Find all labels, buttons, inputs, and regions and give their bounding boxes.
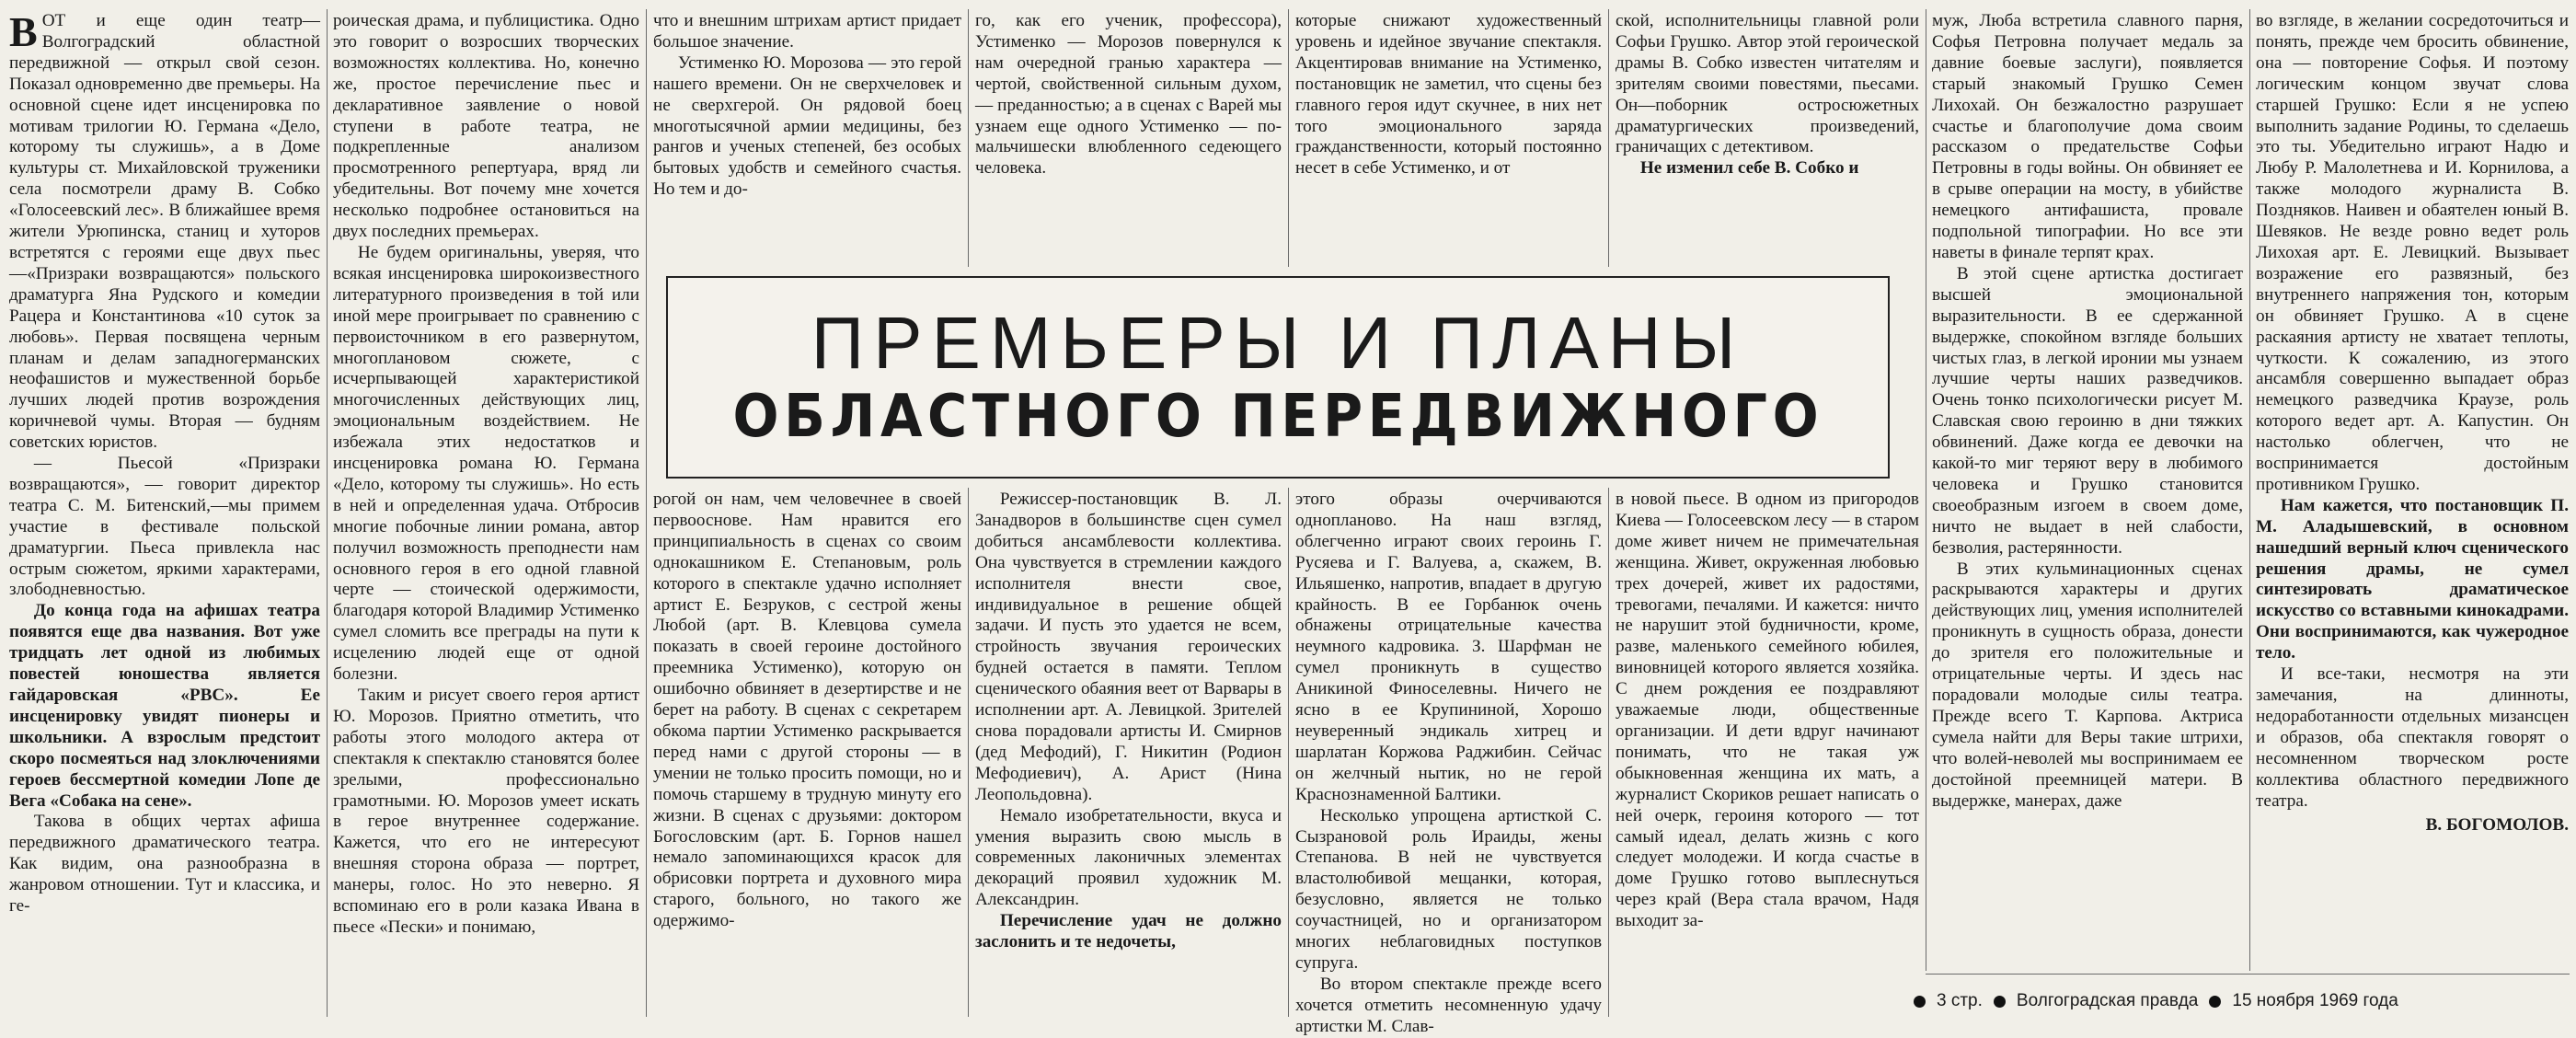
column-rule (1608, 9, 1609, 267)
headline-line-1: ПРЕМЬЕРЫ И ПЛАНЫ (811, 302, 1745, 384)
article-paragraph: В этих кульминационных сценах раскрываются характеры и других действующих лиц, умения исполнителей проникнуть в сущность образа, донести до зрителя его положительные и отрицательные черты. И здесь нас порадовали молодые силы театра. Прежде всего Т. Карпова. Актриса сумела найти для Веры такие штрихи, что волей-неволей мы воспринимаем ее достойной преемницей матери. В выдержке, манерах, даже (1932, 559, 2243, 811)
article-column-6 (1616, 490, 1919, 1019)
drop-cap: В (9, 8, 38, 55)
article-paragraph: Нам кажется, что постановщик П. М. Аладышевский, в основном нашедший верный ключ сценического решения драмы, не сумел синтезировать драматическое искусство со вставными кинокадрами. Они воспринимаются, как чужеродное тело. (2256, 495, 2569, 663)
page-footer (1914, 983, 2569, 1020)
newspaper-name: Волгоградская правда (2016, 991, 2199, 1010)
article-paragraph: которые снижают художественный уровень и идейное звучание спектакля. Акцентировав внимание на Устименко, постановщик не заметил, что сцены без главного героя идут скучнее, в них нет того эмоционального заряда гражданственности, который постоянно несет в себе Устименко, и от (1295, 11, 1602, 179)
column-rule (1608, 488, 1609, 1017)
article-paragraph: что и внешним штрихам артист придает большое значение. (653, 11, 961, 52)
article-paragraph: Не изменил себе В. Собко и (1639, 158, 1859, 179)
article-column-4-top (975, 11, 1282, 264)
author-signature: В. БОГОМОЛОВ. (2425, 815, 2569, 836)
article-paragraph: во взгляде, в желании сосредоточиться и понять, прежде чем бросить обвинение, она — повторение Софья. И поэтому логическим концом звучат слова старшей Грушко: Если я не успею выполнить задание Родины, то сделаешь это ты. Убедительно играют Надю и Любу Р. Малолетнева и И. Корнилова, а также молодого журналиста В. Поздняков. Наивен и обаятелен юный В. Шевяков. Не везде ровно ведет роль Лихохая арт. Е. Левицкий. Вызывает возражение его развязный, без внутреннего напряжения тон, которым он обвиняет Грушко. А в сцене раскаяния артисту не хватает теплоты, чуткости. К сожалению, из этого ансамбля совершенно выпадает образ немецкого разведчика Краузе, роль которого ведет арт. А. Капустин. Он настолько облегчен, что не воспринимается достойным противником Грушко. (2256, 11, 2569, 494)
column-rule (2249, 9, 2250, 971)
article-column-5 (1295, 490, 1602, 1036)
article-paragraph: Перечисление удач не должно заслонить и те недочеты, (975, 911, 1282, 952)
column-rule (968, 488, 969, 1017)
article-paragraph: В этой сцене артистка достигает высшей эмоциональной выразительности. В ее сдержанной выдержке, спокойном взгляде больших чистых глаз, в легкой иронии мы узнаем лучшие черты наших разведчиков. Очень тонко психологически рисует М. Славская свою героиню в дни тяжких обвинений. Даже когда ее девочки на какой-то миг теряют веру в любимого человека и Грушко становится своеобразным изгоем в своем доме, ничто не выдает в ней слабости, безволия, растерянности. (1932, 263, 2243, 558)
page-number: 3 стр. (1937, 991, 1983, 1010)
article-paragraph: До конца года на афишах театра появятся еще два названия. Вот уже тридцать лет одной из любимых повестей юношества является гайдаровская «РВС». Ее инсценировку увидят пионеры и школьники. А взрослым предстоит скоро посмеяться над злоключениями героев бессмертной комедии Лопе де Вега «Собака на сене». (9, 601, 320, 811)
bullet-icon (2209, 996, 2221, 1008)
article-paragraph: Немало изобретательности, вкуса и умения выразить свою мысль в современных лаконичных элементах декораций проявил художник М. Александрин. (975, 805, 1282, 910)
article-paragraph: ВОТ и еще один театр— Волгоградский областной передвижной — открыл свой сезон. Показал одновременно две премьеры. На основной сцене идет инсценировка по мотивам трилогии Ю. Германа «Дело, которому ты служишь», а в Доме культуры ст. Михайловской труженики села посмотрели драму В. Собко «Голосеевский лес». В ближайшее время жители Урюпинска, станиц и хуторов встретятся с героями еще двух пьес —«Призраки возвращаются» польского драматурга Яна Рудского и комедии Рацера и Константинова «10 суток за любовь». Первая посвящена черным планам и делам западногерманских неофашистов и мужественной борьбе лучших людей против возрождения коричневой чумы. Вторая — будням советских юристов. (9, 8, 320, 453)
article-paragraph: Таким и рисует своего героя артист Ю. Морозов. Приятно отметить, что работы этого молодого актера от спектакля к спектаклю становятся более зрелыми, профессионально грамотными. Ю. Морозов умеет искать в герое внутреннее содержание. Кажется, что его не интересуют внешняя сторона образа — портрет, манеры, голос. Но это неверно. Я вспоминаю его в роли казака Ивана в пьесе «Пески» и понимаю, (333, 686, 639, 937)
bullet-icon (1994, 996, 2006, 1008)
article-paragraph: этого образы очерчиваются одноплановo. На наш взгляд, облегченно играют своих героинь Г. Русяева и Г. Валуева, а, скажем, В. Ильяшенко, напротив, впадает в другую крайность. В ее Горбанюк очень обнажены отрицательные качества неумного кадровика. З. Шарфман не сумел проникнуть в существо Аникиной Финоселевны. Ничего не ясно в ее Крупининой, Хорошо неуверенный эндикаль хитрец и шарлатан Коржова Раджибин. Сейчас он желчный нытик, но не герой Краснознаменной Балтики. (1295, 490, 1602, 804)
footer-rule (1926, 974, 2570, 975)
article-paragraph: ской, исполнительницы главной роли Софьи Грушко. Автор этой героической драмы В. Собко известен читателям и зрителям своими повестями, пьесами. Он—поборник остросюжетных драматургических произведений, граничащих с детективом. (1616, 11, 1919, 157)
article-paragraph: Несколько упрощена артисткой С. Сызрановой роль Ираиды, жены Степанова. В ней не чувствуется властолюбивой мещанки, которая, безусловно, является не только соучастницей, но и организатором многих неблаговидных поступков супруга. (1295, 805, 1602, 973)
column-rule (1288, 9, 1289, 267)
article-paragraph: в новой пьесе. В одном из пригородов Киева — Голосеевском лесу — в старом доме живет ничем не примечательная женщина. Живет, окруженная любовью трех дочерей, живет их радостями, тревогами, печалями. И кажется: ничто не нарушит этой будничности, кроме, разве, маленького семейного юбилея, виновницей которого является хозяйка. С днем рождения ее поздравляют уважаемые люди, общественные организации. И дети вдруг начинают понимать, что не такая уж обыкновенная женщина их мать, а журналист Скориков решает написать о ней очерк, героиня которого — тот самый идеал, делать жизнь с кого следует молодежи. И когда счастье в доме Грушко готово выплеснуться через край (Вера стала врачом, Надя выходит за- (1616, 490, 1919, 931)
column-rule (1288, 488, 1289, 1017)
column-rule (968, 9, 969, 267)
article-paragraph: роическая драма, и публицистика. Одно это говорит о возросших творческих возможностях коллектива. Но, конечно же, простое перечисление пьес и декларативное заявление о новой ступени в работе театра, не подкрепленные анализом просмотренного репертуара, вряд ли убедительны. Вот почему мне хочется несколько подробнее остановиться на двух последних премьерах. (333, 11, 639, 242)
article-paragraph: Такова в общих чертах афиша передвижного драматического театра. Как видим, она разнообразна в жанровом отношении. Тут и классика, и ге- (9, 812, 320, 917)
article-column-5-top (1295, 11, 1602, 264)
article-column-2 (333, 11, 639, 1019)
headline-box (666, 276, 1890, 479)
article-column-8 (2256, 11, 2569, 968)
article-paragraph: Режиссер-постановщик В. Л. Занадворов в большинстве сцен сумел добиться ансамблевости коллектива. Она чувствуется в стремлении каждого исполнителя внести свое, индивидуальное в решение общей задачи. И пусть это удается не всем, стройность звучания героических будней остается в памяти. Теплом сценического обаяния веет от Варвары в исполнении арт. А. Левицкой. Зрителей снова порадовали артисты И. Смирнов (дед Мефодий), Г. Никитин (Родион Мефодиевич), А. Арист (Нина Леопольдовна). (975, 490, 1282, 804)
article-paragraph: Не будем оригинальны, уверяя, что всякая инсценировка широкоизвестного литературного произведения в той или иной мере проигрывает по сравнению с первоисточником в его развернутом, многоплановом сюжете, с исчерпывающей характеристикой многочисленных действующих лиц, эмоциональным воздействием. Не избежала этих недостатков и инсценировка романа Ю. Германа «Дело, которому ты служишь». Но есть в ней и определенная удача. Отбросив многие побочные линии романа, автор получил возможность преподнести нам основного героя в его одной главной черте — стоической одержимости, благодаря которой Владимир Устименко сумел сломить все преграды на пути к исцелению людей еще от одной болезни. (333, 242, 639, 685)
article-paragraph: рогой он нам, чем человечнее в своей первооснове. Нам нравится его принципиальность в сценах со своим однокашником Е. Степановым, роль которого в спектакле удачно исполняет артист Е. Безруков, с сестрой жены Любой (арт. В. Клевцова сумела показать в своей героине достойного преемника Устименко), которую он ошибочно обвиняет в дезертирстве и не берет на работу. В сценах с секретарем обкома партии Устименко раскрывается перед нами с другой стороны — в умении не только просить помощи, но и помочь старшему в трудную минуту его жизни. В сценах с друзьями: доктором Богословским (арт. Б. Горнов нашел немало запоминающихся красок для обрисовки портрета и духовного мира старого, больного, но такого же одержимо- (653, 490, 961, 931)
article-paragraph: го, как его ученик, профессора), Устименко — Морозов повернулся к нам очередной гранью характера — чертой, свойственной сильным духом, — преданностью; а в сценах с Варей мы узнаем еще одного Устименко — по-мальчишески влюбленного седеющего человека. (975, 11, 1282, 179)
column-rule (327, 9, 328, 1017)
issue-date: 15 ноября 1969 года (2232, 991, 2398, 1010)
article-column-4 (975, 490, 1282, 1019)
headline-line-2: ОБЛАСТНОГО ПЕРЕДВИЖНОГО (732, 383, 1823, 451)
article-column-7 (1932, 11, 2243, 968)
article-column-3-top (653, 11, 961, 264)
article-column-6-top (1616, 11, 1919, 264)
article-paragraph: Во втором спектакле прежде всего хочется отметить несомненную удачу артистки М. Слав- (1295, 974, 1602, 1036)
article-column-3 (653, 490, 961, 1019)
bullet-icon (1914, 996, 1926, 1008)
article-paragraph: Устименко Ю. Морозова — это герой нашего времени. Он не сверхчеловек и не сверхгерой. Он рядовой боец многотысячной армии медицины, без рангов и ученых степеней, без особых бытовых удобств и семейного счастья. Но тем и до- (653, 52, 961, 200)
column-rule (646, 9, 647, 1017)
article-column-1 (9, 8, 320, 1019)
article-paragraph: — Пьесой «Призраки возвращаются», — говорит директор театра С. М. Битенский,—мы примем участие в фестивале польской драматургии. Пьеса привлекла нас острым сюжетом, яркими характерами, злободневностью. (9, 454, 320, 600)
article-paragraph: муж, Люба встретила славного парня, Софья Петровна получает медаль за давние боевые заслуги), появляется старый знакомый Грушко Семен Лихохай. Он безжалостно разрушает счастье и благополучие дома своим рассказом о предательстве Софьи Петровны в годы войны. Он обвиняет ее в срыве операции на мосту, в убийстве немецкого антифашиста, провале подпольной типографии. Но все эти наветы в финале терпят крах. (1932, 11, 2243, 262)
article-paragraph: И все-таки, несмотря на эти замечания, на длинноты, недоработанности отдельных мизансцен и образов, оба спектакля говорят о несомненном творческом росте коллектива областного передвижного театра. (2256, 664, 2569, 811)
